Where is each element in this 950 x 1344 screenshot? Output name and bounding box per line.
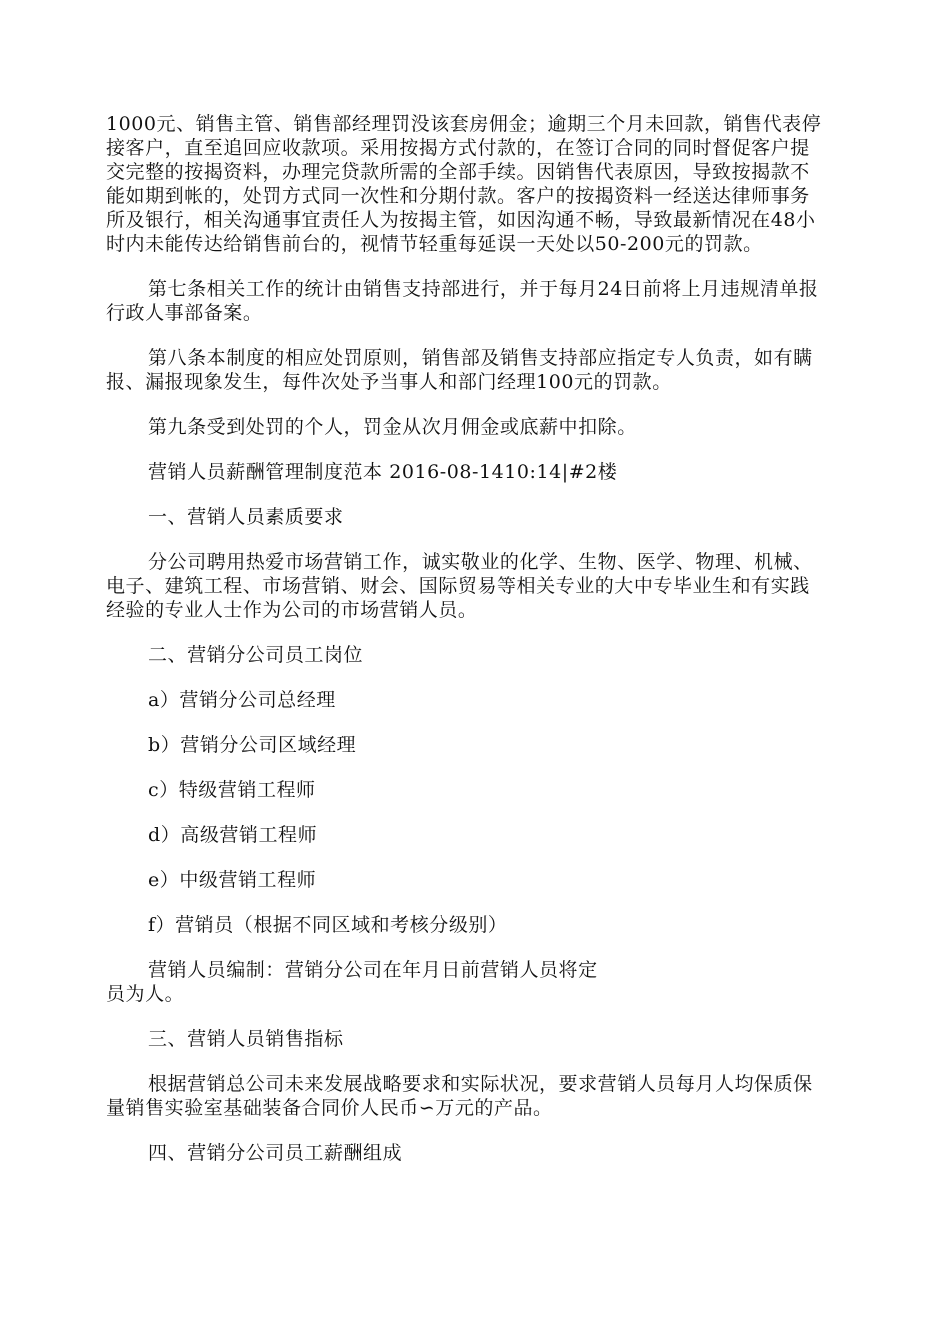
text-line: 电子、建筑工程、市场营销、财会、国际贸易等相关专业的大中专毕业生和有实践 [106, 575, 810, 597]
section-heading-1: 一、营销人员素质要求 [148, 506, 344, 528]
document-title-line: 营销人员薪酬管理制度范本 2016-08-1410:14|#2楼 [148, 461, 618, 483]
text-line: 营销人员编制：营销分公司在年月日前营销人员将定 [148, 959, 598, 981]
text-line: 报、漏报现象发生，每件次处予当事人和部门经理100元的罚款。 [106, 371, 672, 393]
position-item: e）中级营销工程师 [148, 869, 317, 891]
paragraph-penalty-continued [106, 112, 846, 256]
paragraph-article-8 [106, 346, 846, 394]
text-line: 量销售实验室基础装备合同价人民币∽万元的产品。 [106, 1097, 553, 1119]
text-line: 第八条本制度的相应处罚原则，销售部及销售支持部应指定专人负责，如有瞒 [148, 347, 813, 369]
text-line: 所及银行，相关沟通事宜责任人为按揭主管，如因沟通不畅，导致最新情况在48小 [106, 209, 816, 231]
position-item: a）营销分公司总经理 [148, 689, 336, 711]
position-item: d）高级营销工程师 [148, 824, 318, 846]
section-heading-2: 二、营销分公司员工岗位 [148, 644, 364, 666]
paragraph-article-9: 第九条受到处罚的个人，罚金从次月佣金或底薪中扣除。 [148, 416, 637, 438]
text-line: 分公司聘用热爱市场营销工作，诚实敬业的化学、生物、医学、物理、机械、 [148, 551, 813, 573]
document-page [106, 112, 846, 1165]
text-line: 时内未能传达给销售前台的，视情节轻重每延误一天处以50-200元的罚款。 [106, 233, 763, 255]
text-line: 员为人。 [106, 983, 185, 1005]
text-line: 行政人事部备案。 [106, 302, 263, 324]
section-heading-4: 四、营销分公司员工薪酬组成 [148, 1142, 403, 1164]
paragraph-section-3 [106, 1072, 846, 1120]
text-line: 能如期到帐的，处罚方式同一次性和分期付款。客户的按揭资料一经送达律师事务 [106, 185, 810, 207]
paragraph-staffing [106, 958, 846, 1006]
text-line: 经验的专业人士作为公司的市场营销人员。 [106, 599, 478, 621]
position-item: b）营销分公司区域经理 [148, 734, 357, 756]
section-heading-3: 三、营销人员销售指标 [148, 1028, 344, 1050]
paragraph-section-1 [106, 550, 846, 622]
position-item: f）营销员（根据不同区域和考核分级别） [148, 914, 508, 936]
text-line: 1000元、销售主管、销售部经理罚没该套房佣金；逾期三个月未回款，销售代表停 [106, 113, 822, 135]
text-line: 根据营销总公司未来发展战略要求和实际状况，要求营销人员每月人均保质保 [148, 1073, 813, 1095]
text-line: 接客户，直至追回应收款项。采用按揭方式付款的，在签订合同的同时督促客户提 [106, 137, 810, 159]
position-item: c）特级营销工程师 [148, 779, 316, 801]
paragraph-article-7 [106, 277, 846, 325]
text-line: 交完整的按揭资料，办理完贷款所需的全部手续。因销售代表原因，导致按揭款不 [106, 161, 810, 183]
text-line: 第七条相关工作的统计由销售支持部进行，并于每月24日前将上月违规清单报 [148, 278, 819, 300]
